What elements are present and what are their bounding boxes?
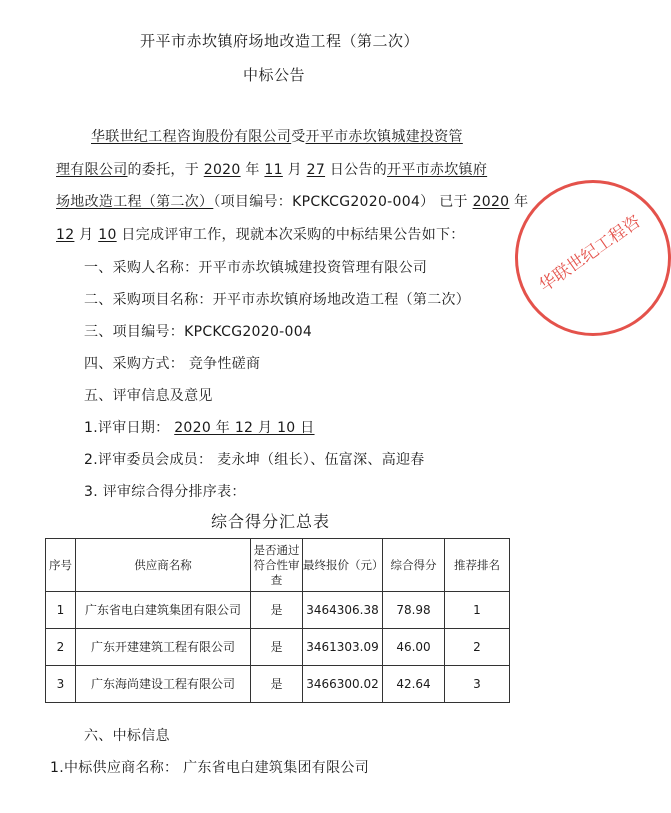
document-title: 开平市赤坎镇府场地改造工程（第二次） [140, 32, 420, 50]
cell-compliance: 是 [251, 592, 303, 629]
review-heading: 五、评审信息及意见 [84, 388, 213, 404]
project-item: 二、采购项目名称：开平市赤坎镇府场地改造工程（第二次） [84, 292, 471, 308]
score-table [45, 538, 510, 703]
intro-line-4 [56, 226, 465, 244]
table-row [46, 666, 510, 703]
announce-year: 2020 [203, 162, 241, 178]
review-date [84, 419, 315, 437]
header-supplier: 供应商名称 [76, 539, 251, 592]
announce-month: 11 [264, 162, 283, 178]
intro-line-3 [56, 193, 528, 211]
cell-index: 2 [46, 629, 76, 666]
seal-text: 华联世纪工程咨 [535, 211, 645, 297]
header-score: 综合得分 [383, 539, 445, 592]
review-year: 2020 [472, 194, 510, 210]
intro-text: 日公告的 [325, 162, 388, 178]
announce-day: 27 [306, 162, 326, 178]
client-name: 开平市赤坎镇城建投资管 [305, 129, 463, 145]
intro-text: 月 [282, 162, 307, 178]
intro-text: 年 [509, 194, 529, 210]
cell-index: 1 [46, 592, 76, 629]
review-date-value: 2020 年 12 月 10 日 [174, 420, 315, 436]
cell-score: 78.98 [383, 592, 445, 629]
cell-rank: 3 [445, 666, 510, 703]
cell-price: 3461303.09 [303, 629, 383, 666]
table-row [46, 592, 510, 629]
agent-name: 华联世纪工程咨询股份有限公司 [91, 129, 292, 145]
document-subtitle: 中标公告 [243, 66, 306, 84]
table-row [46, 629, 510, 666]
review-month: 12 [56, 227, 75, 243]
intro-text: 年 [240, 162, 265, 178]
intro-line-1 [91, 128, 463, 146]
cell-price: 3466300.02 [303, 666, 383, 703]
cell-score: 46.00 [383, 629, 445, 666]
cell-supplier: 广东省电白建筑集团有限公司 [76, 592, 251, 629]
winning-supplier: 1.中标供应商名称： 广东省电白建筑集团有限公司 [50, 760, 370, 776]
procurement-method: 四、采购方式： 竞争性磋商 [84, 356, 261, 372]
intro-line-2 [56, 161, 487, 179]
table-header-row [46, 539, 510, 592]
intro-text: 的委托，于 [127, 162, 204, 178]
project-name-cont: 场地改造工程（第二次） [56, 194, 214, 210]
cell-compliance: 是 [251, 666, 303, 703]
intro-text: 受 [291, 129, 306, 145]
intro-text: （项目编号：KPCKCG2020-004） 已于 [213, 194, 473, 210]
cell-supplier: 广东海尚建设工程有限公司 [76, 666, 251, 703]
header-final-price: 最终报价（元） [303, 539, 383, 592]
purchaser-name: 一、采购人名称：开平市赤坎镇城建投资管理有限公司 [84, 260, 428, 276]
cell-score: 42.64 [383, 666, 445, 703]
header-compliance: 是否通过符合性审查 [251, 539, 303, 592]
client-name-cont: 理有限公司 [56, 162, 128, 178]
cell-supplier: 广东开建建筑工程有限公司 [76, 629, 251, 666]
review-date-label: 1.评审日期： [84, 420, 175, 436]
intro-text: 月 [74, 227, 99, 243]
company-seal [515, 180, 671, 336]
header-index: 序号 [46, 539, 76, 592]
table-caption: 综合得分汇总表 [211, 512, 331, 531]
cell-compliance: 是 [251, 629, 303, 666]
intro-text: 日完成评审工作，现就本次采购的中标结果公告如下： [116, 227, 465, 243]
cell-rank: 2 [445, 629, 510, 666]
winning-heading: 六、中标信息 [84, 728, 170, 744]
cell-price: 3464306.38 [303, 592, 383, 629]
cell-index: 3 [46, 666, 76, 703]
project-number: 三、项目编号：KPCKCG2020-004 [84, 324, 313, 340]
header-rank: 推荐排名 [445, 539, 510, 592]
cell-rank: 1 [445, 592, 510, 629]
ranking-heading: 3. 评审综合得分排序表： [84, 484, 246, 500]
project-name: 开平市赤坎镇府 [387, 162, 488, 178]
review-day: 10 [98, 227, 117, 243]
committee-members: 2.评审委员会成员： 麦永坤（组长）、伍富深、高迎春 [84, 452, 425, 468]
